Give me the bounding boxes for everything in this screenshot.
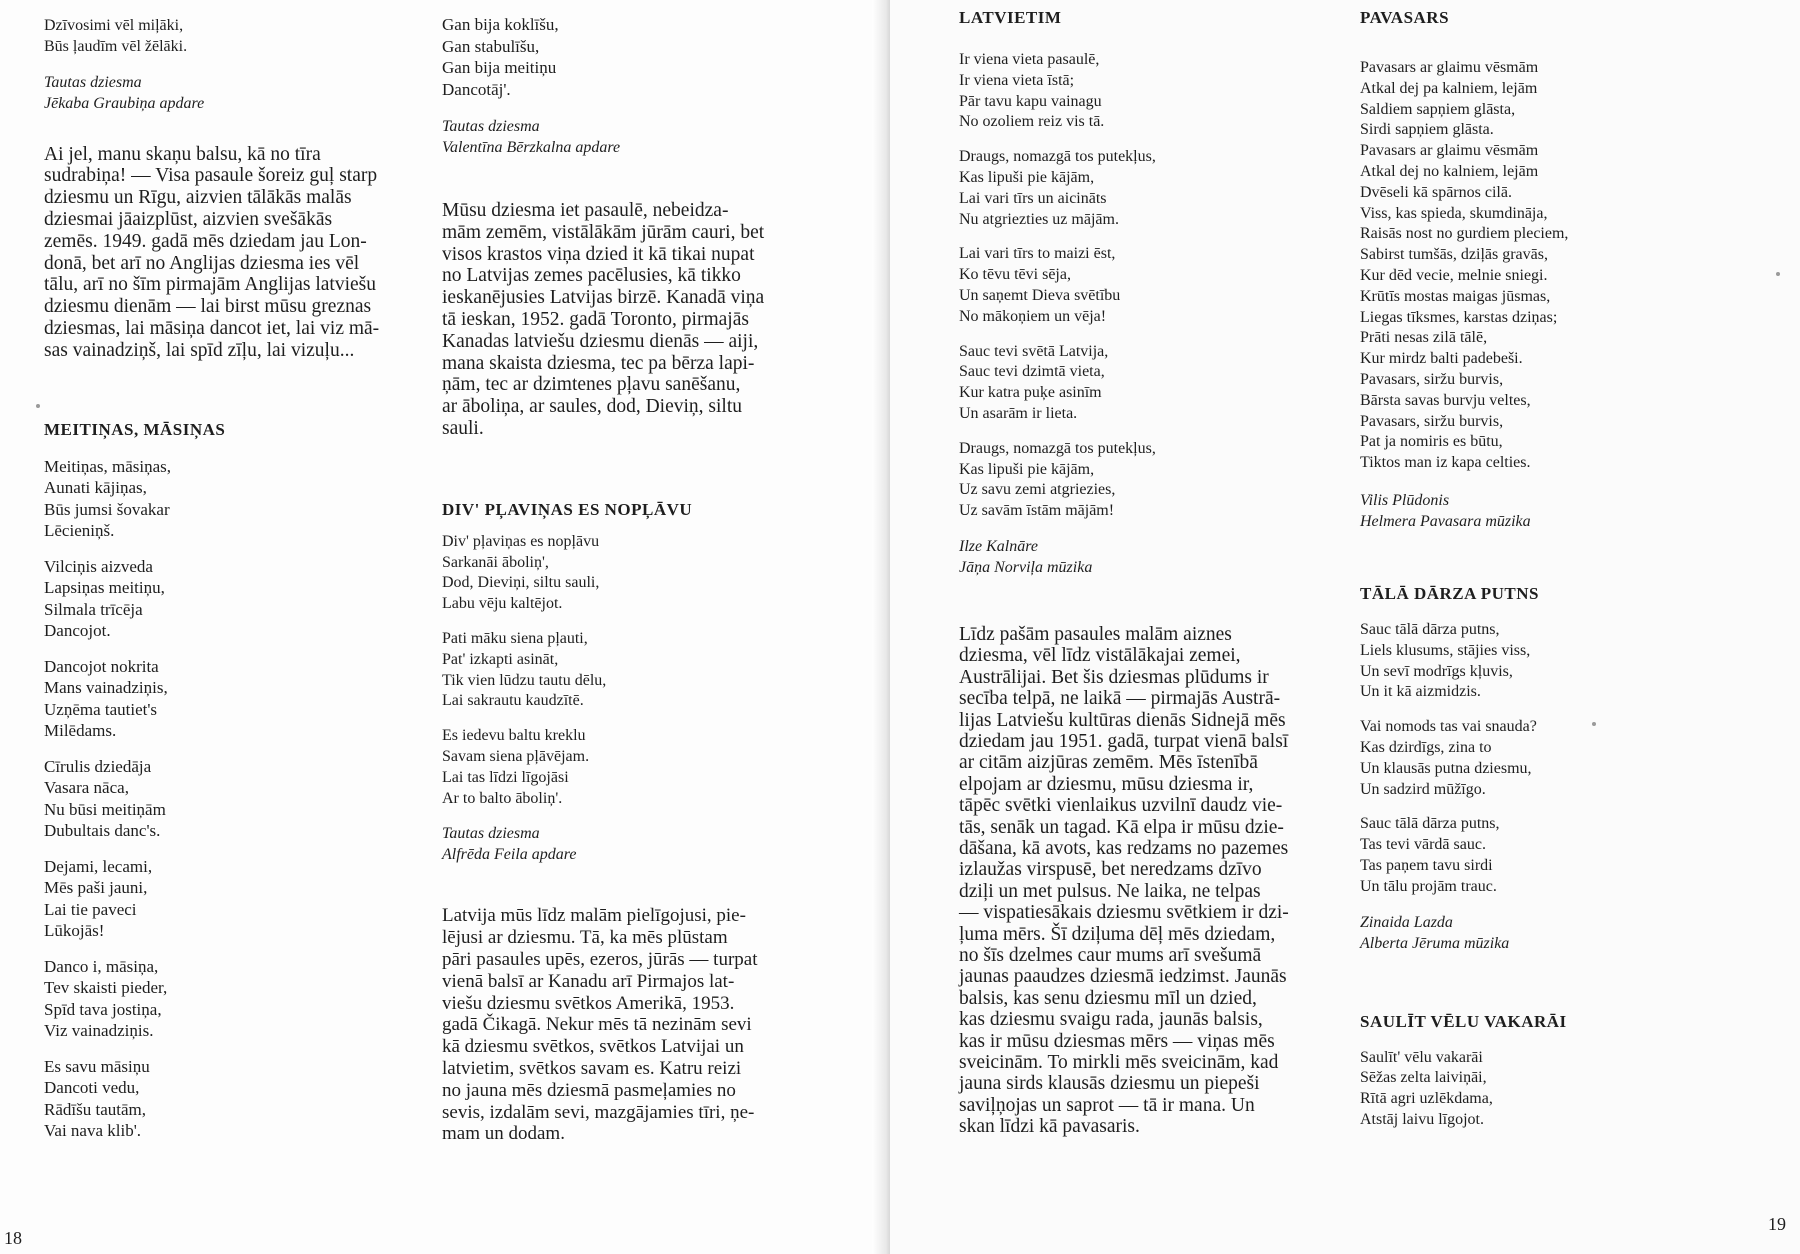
- verse-line: Lai vari tīrs un aicināts: [959, 189, 1107, 207]
- verse-line: Dvēseli kā spārnos cilā.: [1360, 183, 1512, 201]
- verse-line: Draugs, nomazgā tos putekļus,: [959, 439, 1156, 457]
- prose-line: lējusi ar dziesmu. Tā, ka mēs plūstam: [442, 927, 728, 949]
- verse-line: Mans vainadziņis,: [44, 678, 168, 698]
- verse-line: Pavasars, siržu burvis,: [1360, 370, 1504, 388]
- prose-line: pāri pasaules upēs, ezeros, jūrās — turpat: [442, 948, 758, 970]
- verse-line: Lai tie paveci: [44, 899, 137, 919]
- prose-line: ar āboliņa, ar saules, dod, Dieviņ, siltu: [442, 396, 743, 418]
- song-verse: [1360, 620, 1760, 898]
- song-title: PAVASARS: [1360, 8, 1450, 27]
- verse-line: Ir viena vieta īstā;: [959, 71, 1075, 89]
- prose-line: Līdz pašām pasaules malām aiznes: [959, 623, 1232, 645]
- prose-line: sveicinām. To mirkli mēs sveicinām, kad: [959, 1052, 1279, 1074]
- verse-line: Un sevī modrīgs kļuvis,: [1360, 662, 1513, 680]
- verse-line: Dzīvosimi vēl miļāki,: [44, 17, 184, 34]
- verse-line: Krūtīs mostas maigas jūsmas,: [1360, 287, 1551, 305]
- right-page: [890, 0, 1800, 1254]
- verse-line: Dancojot nokrita: [44, 656, 159, 676]
- prose-line: gadā Čikagā. Nekur mēs tā nezinām sevi: [442, 1014, 752, 1036]
- top-credit: [44, 72, 386, 114]
- stanza: [959, 439, 1334, 522]
- verse-line: Rādīšu tautām,: [44, 1099, 146, 1119]
- stanza: [44, 956, 386, 1042]
- verse-line: Sauc tevi svētā Latvija,: [959, 342, 1109, 360]
- verse-line: Uz savu zemi atgriezies,: [959, 481, 1116, 499]
- verse-line: Pār tavu kapu vainagu: [959, 92, 1102, 110]
- verse-line: Savam siena pļāvējam.: [442, 747, 590, 765]
- verse-line: Uzņēma tautiet's: [44, 699, 158, 719]
- song-verse: [959, 50, 1334, 522]
- prose-line: dziesma, vēl līdz vistālākajai zemei,: [959, 645, 1241, 667]
- prose-line: jaunas paaudzes dziesmā iedzimst. Jaunās: [959, 966, 1287, 988]
- verse-line: Dancojot.: [44, 621, 111, 641]
- prose-line: tāpēc svētki vienlaikus uzvilnī daudz vie-: [959, 795, 1283, 817]
- song-verse: [1360, 58, 1760, 474]
- credit-line: Ilze Kalnāre: [959, 537, 1038, 555]
- song-verse: [44, 456, 386, 1142]
- verse-line: Viz vainadziņis.: [44, 1021, 154, 1041]
- verse-line: Un klausās putna dziesmu,: [1360, 759, 1532, 777]
- left-col-1: [44, 16, 386, 1156]
- prose-line: mām zemēm, vistālākām jūrām cauri, bet: [442, 221, 765, 243]
- verse-line: Nu atgriezties uz mājām.: [959, 210, 1119, 228]
- verse-line: Prāti nesas zilā tālē,: [1360, 329, 1488, 347]
- verse-line: Saulīt' vēlu vakarāi: [1360, 1048, 1483, 1066]
- verse-line: No mākoņiem un vēja!: [959, 307, 1107, 325]
- stanza: [1360, 814, 1760, 897]
- verse-line: Liels klusums, stājies viss,: [1360, 641, 1531, 659]
- prose-line: elpojam ar dziesmu, mūsu dziesma ir,: [959, 773, 1254, 795]
- prose-line: mana skaista dziesma, tec pa bērza lapi-: [442, 352, 755, 374]
- credit-line: Alfrēda Feila apdare: [442, 846, 577, 864]
- prose-line: latvietim, svētkos savam es. Katru reizi: [442, 1057, 742, 1079]
- verse-line: Pati māku siena pļauti,: [442, 629, 588, 647]
- verse-line: Tev skaisti pieder,: [44, 978, 168, 998]
- prose-line: ar citām aizjūras zemēm. Mēs īstenībā: [959, 752, 1258, 774]
- verse-line: Sauc tālā dārza putns,: [1360, 815, 1500, 833]
- prose-line: sas vainadziņš, lai spīd zīļu, lai vizuļu...: [44, 339, 355, 361]
- stanza: [442, 629, 820, 712]
- stanza: [959, 342, 1334, 425]
- prose-line: dziesmu dienām — lai birst mūsu greznas: [44, 296, 372, 318]
- verse-line: Pavasars ar glaimu vēsmām: [1360, 142, 1539, 160]
- verse-line: Es savu māsiņu: [44, 1056, 150, 1076]
- prose-line: sevis, izdalām sevi, mazgājamies tīri, ņe-: [442, 1101, 755, 1123]
- verse-line: No ozoliem reiz vis tā.: [959, 113, 1105, 131]
- prose-line: — vispatiesākais dziesmu svētkiem ir dzi-: [959, 902, 1289, 924]
- verse-line: Raisās nost no gurdiem pleciem,: [1360, 225, 1569, 243]
- verse-line: Nu būsi meitiņām: [44, 799, 166, 819]
- verse-line: Gan bija meitiņu: [442, 58, 557, 77]
- verse-line: Pavasars ar glaimu vēsmām: [1360, 59, 1539, 76]
- prose-line: tā ieskan, 1952. gadā Toronto, pirmajās: [442, 308, 749, 330]
- credit-line: Tautas dziesma: [442, 825, 540, 843]
- verse-line: Mēs paši jauni,: [44, 878, 148, 898]
- prose-line: dziedam jau 1951. gadā, turpat vienā balsī: [959, 730, 1289, 752]
- verse-line: Dejami, lecami,: [44, 856, 153, 876]
- speck: [36, 404, 40, 408]
- song-credit: [959, 536, 1334, 578]
- prose-line: tālu, arī no šīm pirmajām Anglijas latviešu: [44, 274, 376, 296]
- verse-line: Sauc tālā dārza putns,: [1360, 620, 1500, 638]
- prose-line: dziesmas, lai māsiņa dancot iet, lai viz mā-: [44, 317, 380, 339]
- verse-line: Labu vēju kaltējot.: [442, 595, 563, 613]
- stanza: [44, 456, 386, 542]
- credit-line: Tautas dziesma: [442, 118, 540, 135]
- prose-line: donā, bet arī no Anglijas dziesma ies vēl: [44, 252, 360, 274]
- verse-line: Un saņemt Dieva svētību: [959, 286, 1121, 304]
- prose-paragraph: [44, 144, 386, 362]
- verse-line: Ko tēvu tēvi sēja,: [959, 266, 1071, 284]
- verse-line: Silmala trīcēja: [44, 599, 143, 619]
- verse-line: Lūkojās!: [44, 921, 105, 941]
- song-credit: [442, 823, 820, 865]
- verse-line: Dod, Dieviņi, siltu sauli,: [442, 574, 600, 592]
- prose-line: sudrabiņa! — Visa pasaule šoreiz guļ starp: [44, 165, 378, 187]
- prose-line: izlaužas virspusē, bet neredzams dzīvo: [959, 859, 1262, 881]
- verse-line: Danco i, māsiņa,: [44, 956, 159, 976]
- page-number: 18: [4, 1228, 22, 1248]
- prose-line: balsis, kas senu dziesmu mīl un dzied,: [959, 987, 1257, 1009]
- verse-line: Vai nava klib'.: [44, 1121, 142, 1141]
- verse-line: Sirdi sapņiem glāsta.: [1360, 121, 1494, 139]
- prose-line: no jauna mēs dziesmā pasmeļamies no: [442, 1079, 736, 1101]
- verse-line: Vasara nāca,: [44, 778, 129, 798]
- credit-line: Valentīna Bērzkalna apdare: [442, 139, 621, 156]
- verse-line: Būs ļaudīm vēl žēlāki.: [44, 37, 188, 55]
- left-page: [0, 0, 890, 1254]
- verse-line: Ir viena vieta pasaulē,: [959, 51, 1100, 68]
- credit-line: Alberta Jēruma mūzika: [1360, 934, 1510, 952]
- prose-line: viešu dziesmu svētkos Amerikā, 1953.: [442, 992, 735, 1014]
- prose-line: skan līdzi kā pavasaris.: [959, 1116, 1140, 1138]
- right-col-2: [1360, 8, 1760, 1131]
- verse-line: Un it kā aizmidzis.: [1360, 683, 1481, 701]
- prose-line: ļuma mērs. Šī dziļuma dēļ mēs dziedam,: [959, 923, 1276, 945]
- verse-line: Pat' izkapti asināt,: [442, 650, 559, 668]
- verse-line: Spīd tava jostiņa,: [44, 999, 162, 1019]
- verse-line: Vilciņis aizveda: [44, 556, 153, 576]
- stanza: [442, 726, 820, 809]
- prose-line: Mūsu dziesma iet pasaulē, nebeidza-: [442, 200, 729, 221]
- verse-line: Sauc tevi dzimtā vieta,: [959, 363, 1105, 381]
- prose-paragraph: [442, 905, 820, 1145]
- prose-paragraph: [959, 624, 1334, 1138]
- verse-line: Dancotāj'.: [442, 79, 511, 99]
- verse-line: Atkal dej pa kalniem, lejām: [1360, 79, 1538, 97]
- song-verse: [1360, 1048, 1760, 1131]
- prose-line: kā dziesmu svētkos, svētkos Latvijai un: [442, 1036, 744, 1058]
- song-credit: [1360, 912, 1760, 954]
- verse-line: Kas dzirdīgs, zina to: [1360, 738, 1492, 756]
- stanza: [959, 147, 1334, 230]
- verse-line: Sēžas zelta laiviņāi,: [1360, 1069, 1487, 1087]
- prose-paragraph: [442, 200, 820, 440]
- verse-line: Lapsiņas meitiņu,: [44, 578, 165, 598]
- verse-line: Tik vien lūdzu tautu dēlu,: [442, 671, 607, 689]
- prose-line: kas dziesmu svaigu rada, jaunās balsis,: [959, 1009, 1263, 1031]
- prose-line: Austrālijai. Bet šis dziesmas plūdums ir: [959, 666, 1269, 688]
- stanza: [44, 756, 386, 842]
- stanza: [44, 1056, 386, 1142]
- prose-line: vienā balsī ar Kanadu arī Pirmajos lat-: [442, 970, 735, 992]
- prose-line: lijas Latviešu kultūras dienās Sidnejā mēs: [959, 709, 1286, 731]
- verse-line: Viss, kas spieda, skumdināja,: [1360, 204, 1548, 222]
- stanza: [44, 656, 386, 742]
- song-title: MEITIŅAS, MĀSIŅAS: [44, 419, 226, 439]
- credit-line: Zinaida Lazda: [1360, 913, 1453, 931]
- verse-line: Kur katra puķe asinīm: [959, 384, 1102, 402]
- prose-line: jauna sirds klausās dziesmu un piepeši: [959, 1073, 1260, 1095]
- verse-line: Aunati kājiņas,: [44, 478, 147, 498]
- verse-line: Meitiņas, māsiņas,: [44, 456, 172, 476]
- verse-line: Saldiem sapņiem glāsta,: [1360, 100, 1516, 118]
- verse-line: Rītā agri uzlēkdama,: [1360, 1090, 1493, 1108]
- stanza: [442, 532, 820, 615]
- prose-line: visos krastos viņa dzied it kā tikai nupat: [442, 243, 755, 265]
- verse-line: Liegas tīksmes, karstas dziņas;: [1360, 308, 1558, 326]
- speck: [1592, 722, 1596, 726]
- song-title: LATVIETIM: [959, 8, 1062, 27]
- stanza: [1360, 620, 1760, 703]
- verse-line: Tas paņem tavu sirdi: [1360, 856, 1493, 874]
- top-verse: [44, 16, 386, 58]
- stanza: [44, 556, 386, 642]
- verse-line: Tiktos man iz kapa celties.: [1360, 454, 1531, 472]
- verse-line: Es iedevu baltu kreklu: [442, 727, 586, 745]
- verse-line: Dubultais danc's.: [44, 821, 161, 841]
- credit-line: Jāņa Norviļa mūzika: [959, 558, 1093, 576]
- prose-line: Ai jel, manu skaņu balsu, kā no tīra: [44, 143, 321, 165]
- verse-line: Vai nomods tas vai snauda?: [1360, 718, 1537, 736]
- verse-line: Gan stabulīšu,: [442, 36, 540, 56]
- prose-line: dziesmai jāaizplūst, aizvien svešākās: [44, 208, 333, 230]
- verse-line: Div' pļaviņas es nopļāvu: [442, 532, 600, 550]
- page-number: 19: [1768, 1214, 1786, 1234]
- prose-line: saviļņojas un saprot — tā ir mana. Un: [959, 1094, 1255, 1116]
- song-title: DIV' PĻAVIŅAS ES NOPĻĀVU: [442, 499, 693, 519]
- verse-line: Ar to balto āboliņ'.: [442, 789, 563, 807]
- song-title: SAULĪT VĒLU VAKARĀI: [1360, 1011, 1567, 1031]
- prose-line: dziļi un met pulsus. Ne laika, ne telpas: [959, 880, 1261, 902]
- verse-line: Un asarām ir lieta.: [959, 404, 1078, 422]
- credit-line: Helmera Pavasara mūzika: [1360, 512, 1531, 530]
- speck: [1776, 272, 1780, 276]
- song-credit: [1360, 490, 1760, 532]
- prose-line: Kanadas latviešu dziesmu dienās — aiji,: [442, 330, 759, 352]
- verse-line: Sarkanāi āboliņ',: [442, 553, 549, 571]
- verse-line: Draugs, nomazgā tos putekļus,: [959, 148, 1156, 166]
- verse-line: Pavasars, siržu burvis,: [1360, 412, 1504, 430]
- verse-line: Lai vari tīrs to maizi ēst,: [959, 245, 1116, 263]
- prose-line: dziesmu un Rīgu, aizvien tālākās malās: [44, 187, 352, 209]
- verse-line: Sabirst tumšās, dziļās gravās,: [1360, 246, 1548, 264]
- credit-line: Tautas dziesma: [44, 73, 142, 91]
- verse-line: Dancoti vedu,: [44, 1078, 140, 1098]
- prose-line: zemēs. 1949. gadā mēs dziedam jau Lon-: [44, 230, 367, 252]
- verse-line: Gan bija koklīšu,: [442, 15, 559, 34]
- prose-line: secība telpā, ne laikā — pirmajās Austrā-: [959, 688, 1281, 710]
- song-title: TĀLĀ DĀRZA PUTNS: [1360, 583, 1539, 603]
- credit-line: Jēkaba Graubiņa apdare: [44, 94, 205, 112]
- stanza: [1360, 717, 1760, 800]
- prose-line: ņām, tec ar dzimtenes pļavu sanēšanu,: [442, 374, 741, 396]
- prose-line: no šīs dzelmes caur mums arī svešumā: [959, 945, 1262, 967]
- verse-line: Lai tas līdzi līgojāsi: [442, 768, 569, 786]
- verse-line: Atkal dej no kalniem, lejām: [1360, 162, 1539, 180]
- verse-line: Kur mirdz balti padebeši.: [1360, 350, 1523, 368]
- verse-line: Lēcieniņš.: [44, 521, 115, 541]
- top-verse: [442, 14, 820, 100]
- verse-line: Uz savām īstām mājām!: [959, 502, 1115, 520]
- verse-line: Kas lipuši pie kājām,: [959, 460, 1095, 478]
- verse-line: Atstāj laivu līgojot.: [1360, 1110, 1484, 1128]
- verse-line: Milēdams.: [44, 721, 117, 741]
- stanza: [44, 856, 386, 942]
- verse-line: Kur dēd vecie, melnie sniegi.: [1360, 266, 1548, 284]
- prose-line: mam un dodam.: [442, 1123, 565, 1145]
- left-col-2: [442, 14, 820, 1145]
- stanza: [959, 244, 1334, 327]
- song-verse: [442, 532, 820, 810]
- verse-line: Bārsta savas burvju veltes,: [1360, 391, 1531, 409]
- prose-line: Latvija mūs līdz malām pielīgojusi, pie-: [442, 905, 746, 927]
- top-credit: [442, 116, 820, 158]
- verse-line: Pat ja nomiris es būtu,: [1360, 433, 1503, 451]
- prose-line: ieskanējusies Latvijas birzē. Kanadā viņa: [442, 287, 765, 309]
- verse-line: Un sadzird mūžīgo.: [1360, 780, 1486, 798]
- verse-line: Būs jumsi šovakar: [44, 499, 170, 519]
- prose-line: kas ir mūsu dziesmas mērs — viņas mēs: [959, 1030, 1275, 1052]
- prose-line: no Latvijas zemes pacēlusies, kā tikko: [442, 265, 741, 287]
- verse-line: Kas lipuši pie kājām,: [959, 168, 1095, 186]
- credit-line: Vilis Plūdonis: [1360, 491, 1450, 509]
- right-col-1: [959, 8, 1334, 1138]
- verse-line: Cīrulis dziedāja: [44, 756, 152, 776]
- prose-line: sauli.: [442, 417, 484, 439]
- prose-line: dāšana, kā avots, kas redzams no pazemes: [959, 838, 1289, 859]
- stanza: [959, 50, 1334, 133]
- verse-line: Tas tevi vārdā sauc.: [1360, 836, 1486, 854]
- verse-line: Lai sakrautu kaudzītē.: [442, 692, 584, 710]
- prose-line: tās, senāk un tagad. Kā elpa ir mūsu dzie-: [959, 816, 1284, 838]
- verse-line: Un tālu projām trauc.: [1360, 877, 1497, 895]
